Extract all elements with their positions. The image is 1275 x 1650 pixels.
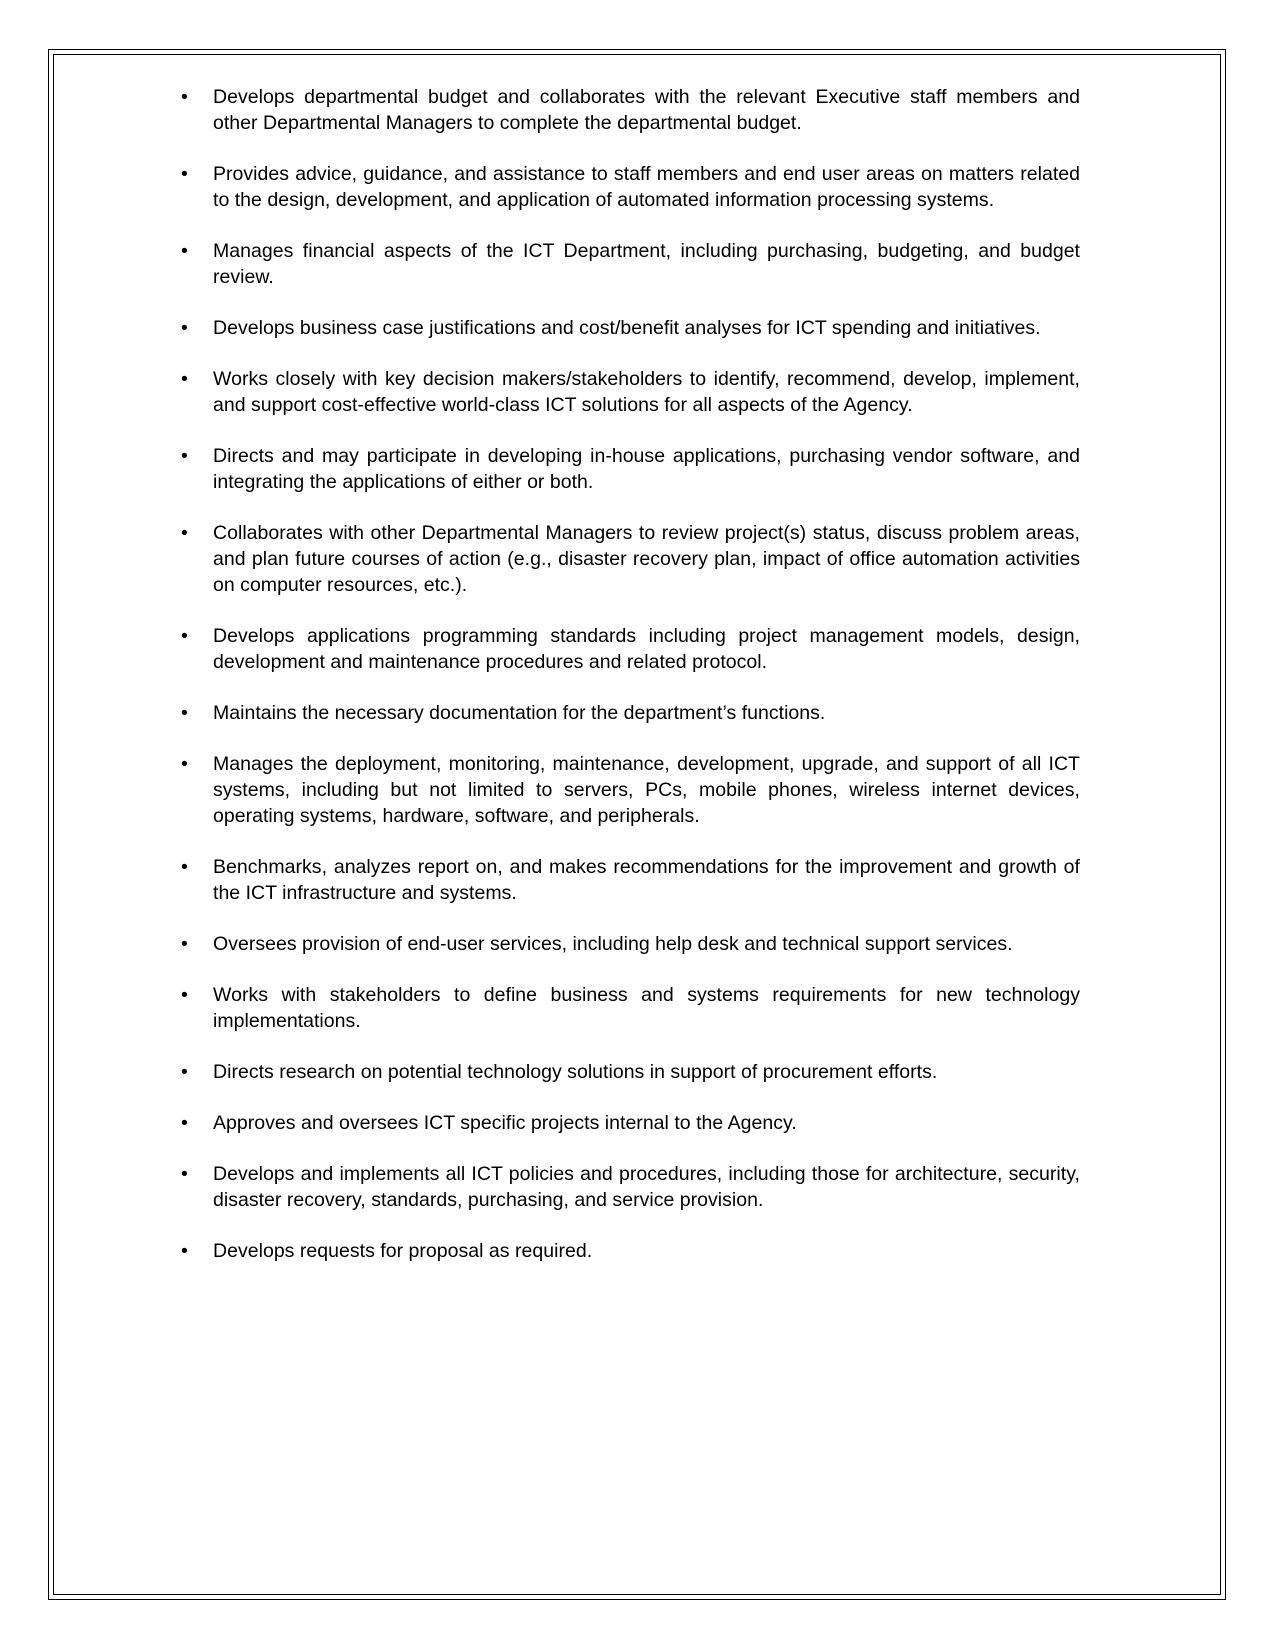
bullet-item xyxy=(160,931,1080,957)
bullet-point-icon: • xyxy=(181,625,188,647)
bullet-item xyxy=(160,84,1080,136)
bullet-item-text: Works closely with key decision makers/stakeholders to identify, recommend, develop, implement, and support cost-effective world-class ICT solutions for all aspects of the Agency. xyxy=(213,368,1080,416)
bullet-item-text: Develops requests for proposal as required. xyxy=(213,1240,593,1262)
bullet-point-icon: • xyxy=(181,86,188,108)
bullet-point-icon: • xyxy=(181,1061,188,1083)
bullet-item xyxy=(160,854,1080,906)
bullet-item-text: Maintains the necessary documentation for the department’s functions. xyxy=(213,702,826,724)
bullet-item xyxy=(160,623,1080,675)
bullet-item xyxy=(160,982,1080,1034)
bullet-item xyxy=(160,520,1080,598)
bullet-point-icon: • xyxy=(181,933,188,955)
bullet-item xyxy=(160,700,1080,726)
bullet-item xyxy=(160,1238,1080,1264)
bullet-point-icon: • xyxy=(181,240,188,262)
bullet-point-icon: • xyxy=(181,522,188,544)
bullet-point-icon: • xyxy=(181,368,188,390)
bullet-item xyxy=(160,1059,1080,1085)
bullet-point-icon: • xyxy=(181,753,188,775)
bullet-point-icon: • xyxy=(181,702,188,724)
bullet-point-icon: • xyxy=(181,1163,188,1185)
bullet-item xyxy=(160,443,1080,495)
responsibilities-bullet-list xyxy=(160,84,1080,1264)
bullet-point-icon: • xyxy=(181,856,188,878)
bullet-item-text: Benchmarks, analyzes report on, and makes recommendations for the improvement and growth of the ICT infrastructure and systems. xyxy=(213,856,1080,904)
bullet-point-icon: • xyxy=(181,445,188,467)
bullet-item xyxy=(160,238,1080,290)
bullet-point-icon: • xyxy=(181,1112,188,1134)
bullet-item xyxy=(160,1110,1080,1136)
bullet-point-icon: • xyxy=(181,163,188,185)
bullet-item xyxy=(160,1161,1080,1213)
bullet-item-text: Develops business case justifications and cost/benefit analyses for ICT spending and initiatives. xyxy=(213,317,1041,339)
bullet-point-icon: • xyxy=(181,1240,188,1262)
bullet-item-text: Develops applications programming standards including project management models, design, development and maintenance procedures and related protocol. xyxy=(213,625,1080,673)
page-content xyxy=(160,84,1080,1289)
bullet-item-text: Works with stakeholders to define business and systems requirements for new technology implementations. xyxy=(213,984,1080,1032)
bullet-item xyxy=(160,366,1080,418)
bullet-item-text: Directs research on potential technology solutions in support of procurement efforts. xyxy=(213,1061,938,1083)
bullet-item xyxy=(160,161,1080,213)
bullet-item-text: Directs and may participate in developing in-house applications, purchasing vendor software, and integrating the applications of either or both. xyxy=(213,445,1080,493)
bullet-item-text: Develops and implements all ICT policies and procedures, including those for architecture, security, disaster recovery, standards, purchasing, and service provision. xyxy=(213,1163,1080,1211)
bullet-item-text: Collaborates with other Departmental Managers to review project(s) status, discuss problem areas, and plan future courses of action (e.g., disaster recovery plan, impact of office automation activities on computer resources, etc.). xyxy=(213,522,1080,596)
bullet-item-text: Oversees provision of end-user services, including help desk and technical support services. xyxy=(213,933,1013,955)
bullet-item-text: Manages financial aspects of the ICT Department, including purchasing, budgeting, and budget review. xyxy=(213,240,1080,288)
bullet-point-icon: • xyxy=(181,984,188,1006)
bullet-item xyxy=(160,315,1080,341)
bullet-item-text: Develops departmental budget and collaborates with the relevant Executive staff members and other Departmental Managers to complete the departmental budget. xyxy=(213,86,1080,134)
bullet-item xyxy=(160,751,1080,829)
bullet-point-icon: • xyxy=(181,317,188,339)
bullet-item-text: Provides advice, guidance, and assistance to staff members and end user areas on matters related to the design, development, and application of automated information processing systems. xyxy=(213,163,1080,211)
bullet-item-text: Manages the deployment, monitoring, maintenance, development, upgrade, and support of all ICT systems, including but not limited to servers, PCs, mobile phones, wireless internet devices, operating systems, hardware, software, and peripherals. xyxy=(213,753,1080,827)
bullet-item-text: Approves and oversees ICT specific projects internal to the Agency. xyxy=(213,1112,797,1134)
